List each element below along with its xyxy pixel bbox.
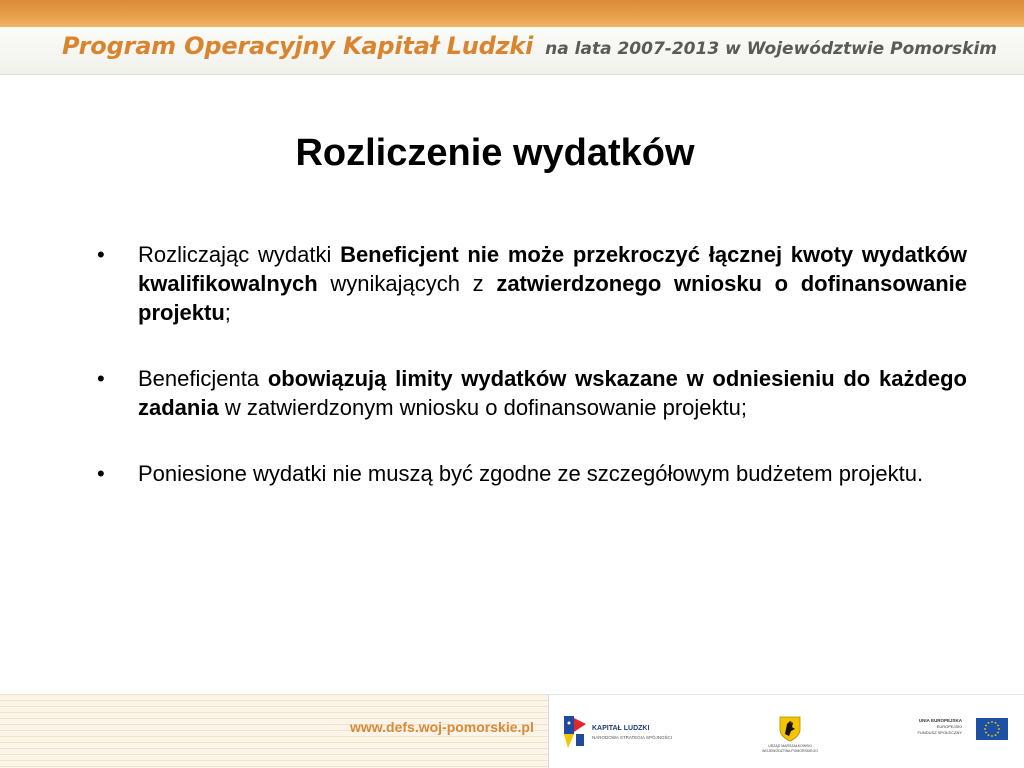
bullet-text: w zatwierdzonym wniosku o dofinansowanie projektu; bbox=[218, 395, 747, 420]
pomorskie-griffin-icon bbox=[779, 716, 801, 742]
kapital-ludzki-logo bbox=[562, 714, 672, 752]
eu-logo-line3: FUNDUSZ SPOŁECZNY bbox=[917, 730, 962, 735]
program-title: Program Operacyjny Kapitał Ludzki bbox=[62, 32, 534, 60]
urzad-marszalkowski-logo bbox=[758, 716, 822, 758]
bullet-text: Poniesione wydatki nie muszą być zgodne ze szczegółowym budżetem projektu. bbox=[138, 461, 924, 486]
slide-title: Rozliczenie wydatków bbox=[295, 132, 695, 174]
bullet-item bbox=[97, 364, 967, 422]
eu-logo-line2: EUROPEJSKI bbox=[936, 724, 962, 729]
bullet-text: wynikających z bbox=[317, 271, 497, 296]
bullet-bold-text: obowiązują limity wydatków wskazane w odniesieniu do każdego zadania bbox=[138, 366, 967, 420]
bullet-text: ; bbox=[224, 300, 231, 325]
eu-logo bbox=[917, 716, 1012, 746]
bullet-marker: • bbox=[97, 242, 105, 267]
kl-logo-title: KAPITAŁ LUDZKI bbox=[592, 725, 650, 732]
bullet-list bbox=[97, 240, 967, 525]
kapital-ludzki-logo-icon bbox=[562, 714, 588, 750]
footer-url-link[interactable]: www.defs.woj-pomorskie.pl bbox=[350, 719, 534, 735]
program-subtitle: na lata 2007-2013 w Województwie Pomorskim bbox=[545, 39, 997, 59]
kl-logo-subtitle: NARODOWA STRATEGIA SPÓJNOŚCI bbox=[592, 735, 673, 740]
bullet-marker: • bbox=[97, 366, 105, 391]
bullet-text: Beneficjenta bbox=[138, 366, 268, 391]
urzad-logo-text bbox=[758, 744, 822, 754]
bullet-marker: • bbox=[97, 461, 105, 486]
program-header bbox=[62, 32, 997, 60]
top-orange-bar bbox=[0, 0, 1024, 27]
eu-logo-text bbox=[918, 718, 962, 736]
urzad-logo-line2: WOJEWÓDZTWA POMORSKIEGO bbox=[762, 749, 818, 753]
eu-logo-line1: UNIA EUROPEJSKA bbox=[918, 718, 962, 723]
bullet-bold-text: zatwierdzonego wniosku o dofinansowanie projektu bbox=[138, 271, 967, 325]
bullet-text: Rozliczając wydatki bbox=[138, 242, 341, 267]
bullet-item bbox=[97, 240, 967, 327]
bullet-bold-text: Beneficjent nie może przekroczyć łącznej kwoty wydatków kwalifikowalnych bbox=[138, 242, 968, 296]
bullet-item bbox=[97, 459, 967, 488]
eu-flag-icon bbox=[976, 718, 1008, 740]
urzad-logo-line1: URZĄD MARSZAŁKOWSKI bbox=[768, 744, 812, 748]
